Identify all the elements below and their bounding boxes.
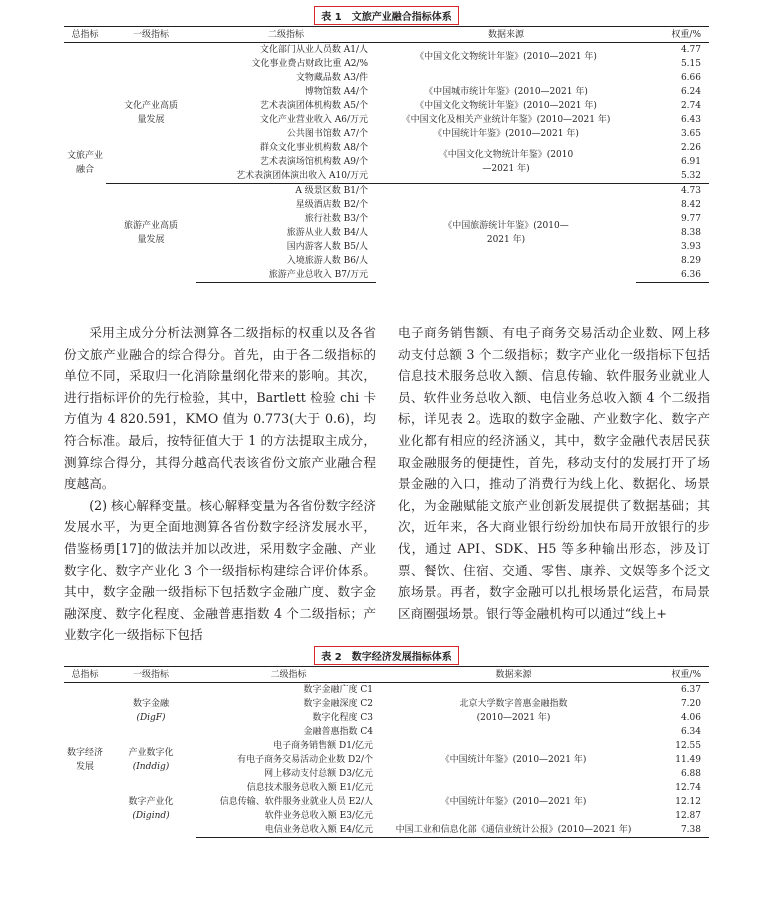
indicator-name: 公共图书馆数 A7/个 <box>286 129 368 139</box>
indicator-name: 文化事业费占财政比重 A2/% <box>251 59 368 69</box>
table2-group-name: 数字金融 (DigF) <box>132 699 169 723</box>
indicator-name: 入境旅游人数 B6/人 <box>286 256 368 266</box>
table1-header-row <box>64 27 709 43</box>
weight-value: 5.15 <box>680 59 701 69</box>
weight-value: 6.91 <box>680 157 701 167</box>
weight-value: 8.29 <box>680 256 701 266</box>
data-source: 《中国文化文物统计年鉴》(2010—2021 年) <box>438 150 574 174</box>
indicator-name: 艺术表演团体机构数 A5/个 <box>259 101 368 111</box>
indicator-name: 星级酒店数 B2/个 <box>295 200 368 210</box>
data-source: 《中国统计年鉴》(2010—2021 年) <box>433 129 579 139</box>
table1-header: 二级指标 <box>196 27 376 43</box>
table2-caption: 表 2 数字经济发展指标体系 <box>0 646 773 665</box>
data-source: 《中国文化文物统计年鉴》(2010—2021 年) <box>415 52 597 62</box>
weight-value: 3.93 <box>680 242 701 252</box>
indicator-name: 信息技术服务总收入额 E1/亿元 <box>246 783 373 793</box>
table1-group-name: 旅游产业高质量发展 <box>106 184 196 283</box>
weight-value: 6.66 <box>680 73 701 83</box>
table1-header: 总指标 <box>64 27 106 43</box>
indicator-name: 数字金融广度 C1 <box>303 685 373 695</box>
indicator-name: 软件业务总收入额 E3/亿元 <box>264 811 373 821</box>
weight-value: 6.34 <box>680 727 701 737</box>
weight-value: 7.38 <box>646 823 709 838</box>
weight-value: 8.38 <box>680 228 701 238</box>
indicator-name: 数字化程度 C3 <box>312 713 373 723</box>
weight-value: 4.77 <box>680 45 701 55</box>
indicator-name: 数字金融深度 C2 <box>303 699 373 709</box>
table2-group-name: 数字产业化 (Digind) <box>128 797 174 822</box>
data-source: 《中国文化文物统计年鉴》(2010—2021 年) <box>415 101 597 111</box>
table2-header: 二级指标 <box>196 667 381 683</box>
weight-value: 11.49 <box>675 755 701 765</box>
body-left-column <box>64 322 376 646</box>
table2-header-row <box>64 667 709 683</box>
table1 <box>64 26 709 283</box>
indicator-name: 群众文化事业机构数 A8/个 <box>259 143 368 153</box>
weight-value: 12.12 <box>675 797 701 807</box>
indicator-name: 网上移动支付总额 D3/亿元 <box>264 769 373 779</box>
weight-value: 9.77 <box>680 214 701 224</box>
weight-value: 2.26 <box>680 143 701 153</box>
weight-value: 12.74 <box>675 783 701 793</box>
indicator-name: 博物馆数 A4/个 <box>304 87 368 97</box>
data-source: 中国工业和信息化部《通信业统计公报》(2010—2021 年) <box>381 823 646 838</box>
indicator-name: 文化产业营业收入 A6/万元 <box>259 115 368 125</box>
table2-header: 数据来源 <box>381 667 646 683</box>
weight-value: 5.32 <box>680 171 701 181</box>
weight-value: 3.65 <box>680 129 701 139</box>
indicator-name: 旅游从业人数 B4/人 <box>286 228 368 238</box>
indicator-name: 艺术表演团体演出收入 A10/万元 <box>236 171 368 181</box>
paragraph: (2) 核心解释变量。核心解释变量为各省份数字经济发展水平，为更全面地测算各省份数字经济发展水平，借鉴杨勇[17]的做法并加以改进，采用数字金融、产业数字化、数字产业化 3 个一级指标构建综合评价体系。其中，数字金融一级指标下包括数字金融广度、数字金融深度、数字化程度、金融普惠指数 4 个二级指标；产业数字化一级指标下包括 <box>64 497 376 643</box>
weight-value: 2.74 <box>680 101 701 111</box>
data-source: 北京大学数字普惠金融指数(2010—2021 年) <box>459 699 568 723</box>
weight-value: 12.55 <box>675 741 701 751</box>
weight-value: 6.24 <box>680 87 701 97</box>
table1-total-indicator: 文旅产业融合 <box>66 150 103 175</box>
table2-total-indicator: 数字经济发展 <box>66 748 103 773</box>
weight-value: 4.06 <box>680 713 701 723</box>
data-source: 《中国城市统计年鉴》(2010—2021 年) <box>424 87 588 97</box>
indicator-name: 有电子商务交易活动企业数 D2/个 <box>237 755 373 765</box>
table1-group-name: 文化产业高质量发展 <box>123 101 178 125</box>
data-source: 《中国文化及相关产业统计年鉴》(2010—2021 年) <box>401 115 611 125</box>
table2-header: 一级指标 <box>106 667 196 683</box>
indicator-name: 电子商务销售额 D1/亿元 <box>273 741 373 751</box>
weight-value: 6.43 <box>680 115 701 125</box>
indicator-name: 文化部门从业人员数 A1/人 <box>259 45 368 55</box>
indicator-name: 国内游客人数 B5/人 <box>286 242 368 252</box>
table1-header: 权重/% <box>636 27 709 43</box>
indicator-name: 电信业务总收入额 E4/亿元 <box>196 823 381 838</box>
table2-header: 权重/% <box>646 667 709 683</box>
indicator-name: 艺术表演场馆机构数 A9/个 <box>259 157 368 167</box>
data-source: 《中国旅游统计年鉴》(2010—2021 年) <box>376 184 636 283</box>
indicator-name: 旅游产业总收入 B7/万元 <box>196 268 376 283</box>
paragraph: 电子商务销售额、有电子商务交易活动企业数、网上移动支付总额 3 个二级指标；数字产业化一级指标下包括信息技术服务总收入额、信息传输、软件服务业就业人员、软件业务总收入额、电信业务总收入额 4 个二级指标，详见表 2。选取的数字金融、产业数字化、数字产业化都有相应的经济涵义，其中，数字金融代表居民获取金融服务的便捷性，首先，移动支付的发展打开了场景金融的入口，推动了消费行为线上化、数据化、场景化，为金融赋能文旅产业创新发展提供了数据基础；其次，近年来，各大商业银行纷纷加快布局开放银行的步伐，通过 API、SDK、H5 等多种输出形态，涉及订票、餐饮、住宿、交通、零售、康养、文娱等多个泛文旅场景。再者，数字金融可以扎根场景化运营，布局景区商圈强场景。银行等金融机构可以通过“线上+ <box>398 325 710 621</box>
paragraph: 采用主成分分析法测算各二级指标的权重以及各省份文旅产业融合的综合得分。首先，由于各二级指标的单位不同，采取归一化消除量纲化带来的影响。其次，进行指标评价的先行检验，其中，Bartlett 检验 chi 卡方值为 4 820.591，KMO 值为 0.773(大于 0.6)，均符合标准。最后，按特征值大于 1 的方法提取主成分，测算综合得分，其得分越高代表该省份文旅产业融合程度越高。 <box>64 325 376 492</box>
table2-group-name: 产业数字化 (Inddig) <box>128 748 174 772</box>
indicator-name: 旅行社数 B3/个 <box>304 214 368 224</box>
weight-value: 6.36 <box>636 268 709 283</box>
indicator-name: 金融普惠指数 C4 <box>303 727 373 737</box>
weight-value: 7.20 <box>680 699 701 709</box>
weight-value: 8.42 <box>680 200 701 210</box>
indicator-name: A 级景区数 B1/个 <box>196 184 376 199</box>
weight-value: 12.87 <box>675 811 701 821</box>
table1-caption: 表 1 文旅产业融合指标体系 <box>0 6 773 25</box>
table1-header: 一级指标 <box>106 27 196 43</box>
table2 <box>64 666 709 838</box>
table1-header: 数据来源 <box>376 27 636 43</box>
indicator-name: 信息传输、软件服务业就业人员 E2/人 <box>219 797 373 807</box>
indicator-name: 文物藏品数 A3/件 <box>295 73 368 83</box>
weight-value: 6.88 <box>680 769 701 779</box>
data-source: 《中国统计年鉴》(2010—2021 年) <box>440 797 587 807</box>
data-source: 《中国统计年鉴》(2010—2021 年) <box>440 755 587 765</box>
table2-header: 总指标 <box>64 667 106 683</box>
body-right-column <box>398 322 710 624</box>
weight-value: 6.37 <box>680 685 701 695</box>
weight-value: 4.73 <box>636 184 709 199</box>
